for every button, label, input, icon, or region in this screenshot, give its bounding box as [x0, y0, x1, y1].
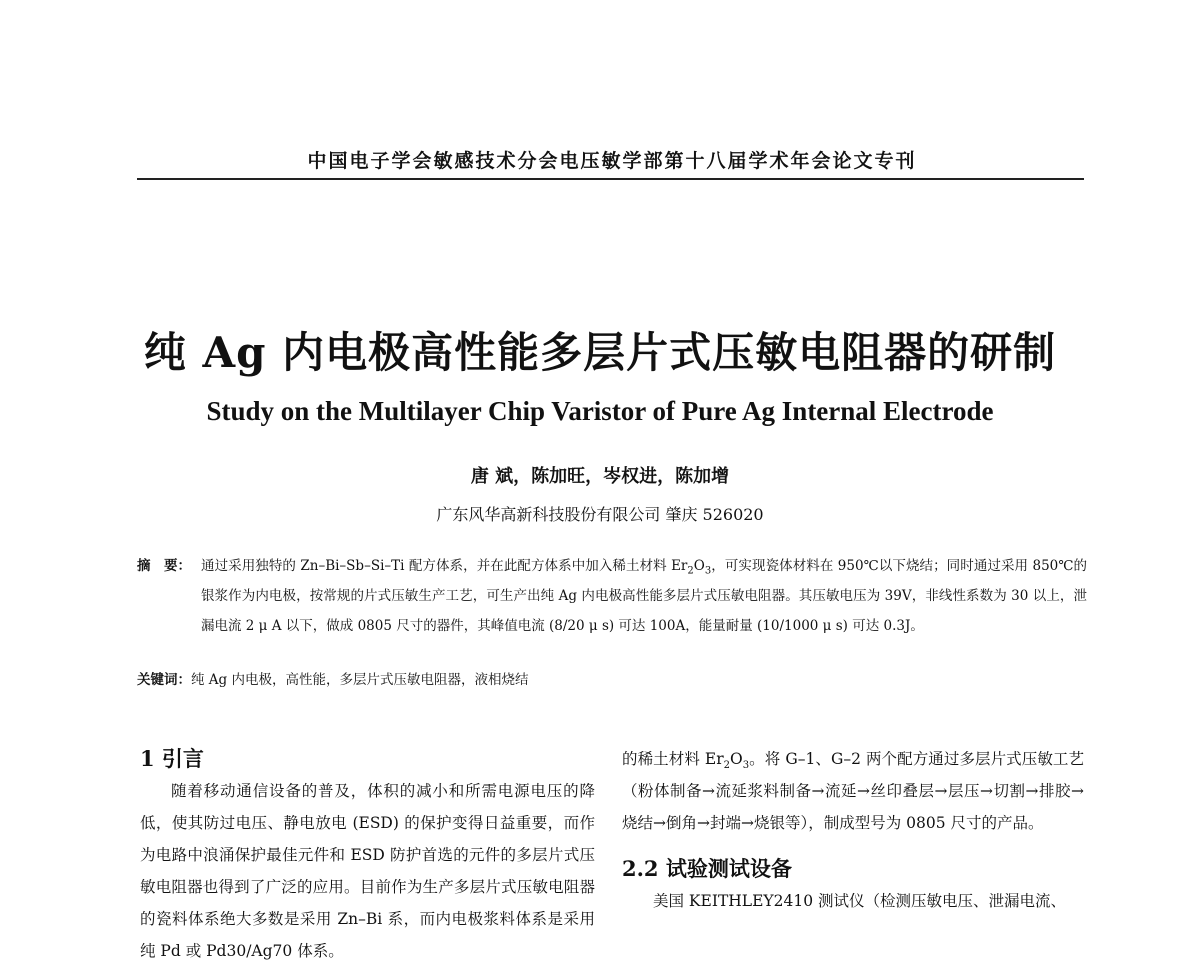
left-column [140, 743, 595, 967]
right-text-a: 的稀土材料 Er [622, 750, 724, 768]
right-paragraph [622, 743, 1084, 839]
intro-paragraph: 随着移动通信设备的普及，体积的减小和所需电源电压的降低，使其防过电压、静电放电 (ESD) 的保护变得日益重要，而作为电路中浪涌保护最佳元件和 ESD 防护首选的元件的多层片式压敏电阻器也得到了广泛的应用。目前作为生产多层片式压敏电阻器的瓷料体系绝大多数是采用 Zn–Bi 系，而内电极浆料体系是采用纯 Pd 或 Pd30/Ag70 体系。 [140, 782, 595, 960]
paper-title-en: Study on the Multilayer Chip Varistor of Pure Ag Internal Electrode [206, 396, 994, 426]
paper-title-cn: 纯 Ag 内电极高性能多层片式压敏电阻器的研制 [143, 328, 1057, 377]
right-sub-a: 2 [723, 760, 730, 772]
abstract-sub-b: 3 [704, 565, 712, 577]
abstract-sub-a: 2 [687, 565, 694, 577]
abstract-text-a: 通过采用独特的 Zn–Bi–Sb–Si–Ti 配方体系，并在此配方体系中加入稀土材料 Er [201, 558, 688, 574]
keywords [137, 668, 1087, 692]
test-equipment-paragraph: 美国 KEITHLEY2410 测试仪（检测压敏电压、泄漏电流、 [653, 892, 1067, 910]
right-sub-b: 3 [742, 760, 750, 772]
authors: 唐 斌，陈加旺，岑权进，陈加增 [470, 466, 730, 487]
keywords-text: 纯 Ag 内电极，高性能，多层片式压敏电阻器，液相烧结 [191, 672, 529, 688]
running-header: 中国电子学会敏感技术分会电压敏学部第十八届学术年会论文专刊 [307, 150, 917, 172]
right-text-c: 。将 G–1、G–2 两个配方通过多层片式压敏工艺（粉体制备→流延浆料制备→流延→丝印叠层→层压→切割→排胶→烧结→倒角→封端→烧银等），制成型号为 0805 尺寸的产品。 [622, 750, 1084, 832]
abstract-text-c: ，可实现瓷体材料在 950℃以下烧结；同时通过采用 850℃的银浆作为内电极，按常规的片式压敏生产工艺，可生产出纯 Ag 内电极高性能多层片式压敏电阻器。其压敏电压为 39V，非线性系数为 30 以上，泄漏电流 2 μ A 以下，做成 0805 尺寸的器件，其峰值电流 (8/20 μ s) 可达 100A，能量耐量 (10/1000 μ s) 可达 0.3J。 [201, 558, 1087, 634]
right-text-b: O [730, 750, 743, 768]
affiliation: 广东风华高新科技股份有限公司 肇庆 526020 [436, 505, 764, 524]
header-rule [137, 178, 1084, 180]
abstract [137, 551, 1087, 641]
section-heading-test-equipment: 2.2 试验测试设备 [622, 856, 792, 881]
right-column [622, 743, 1084, 917]
abstract-body [201, 551, 1087, 641]
keywords-label: 关键词： [137, 672, 191, 688]
section-heading-introduction: 1 引言 [140, 746, 204, 771]
abstract-text-b: O [693, 558, 705, 574]
abstract-label: 摘 要： [137, 558, 191, 574]
